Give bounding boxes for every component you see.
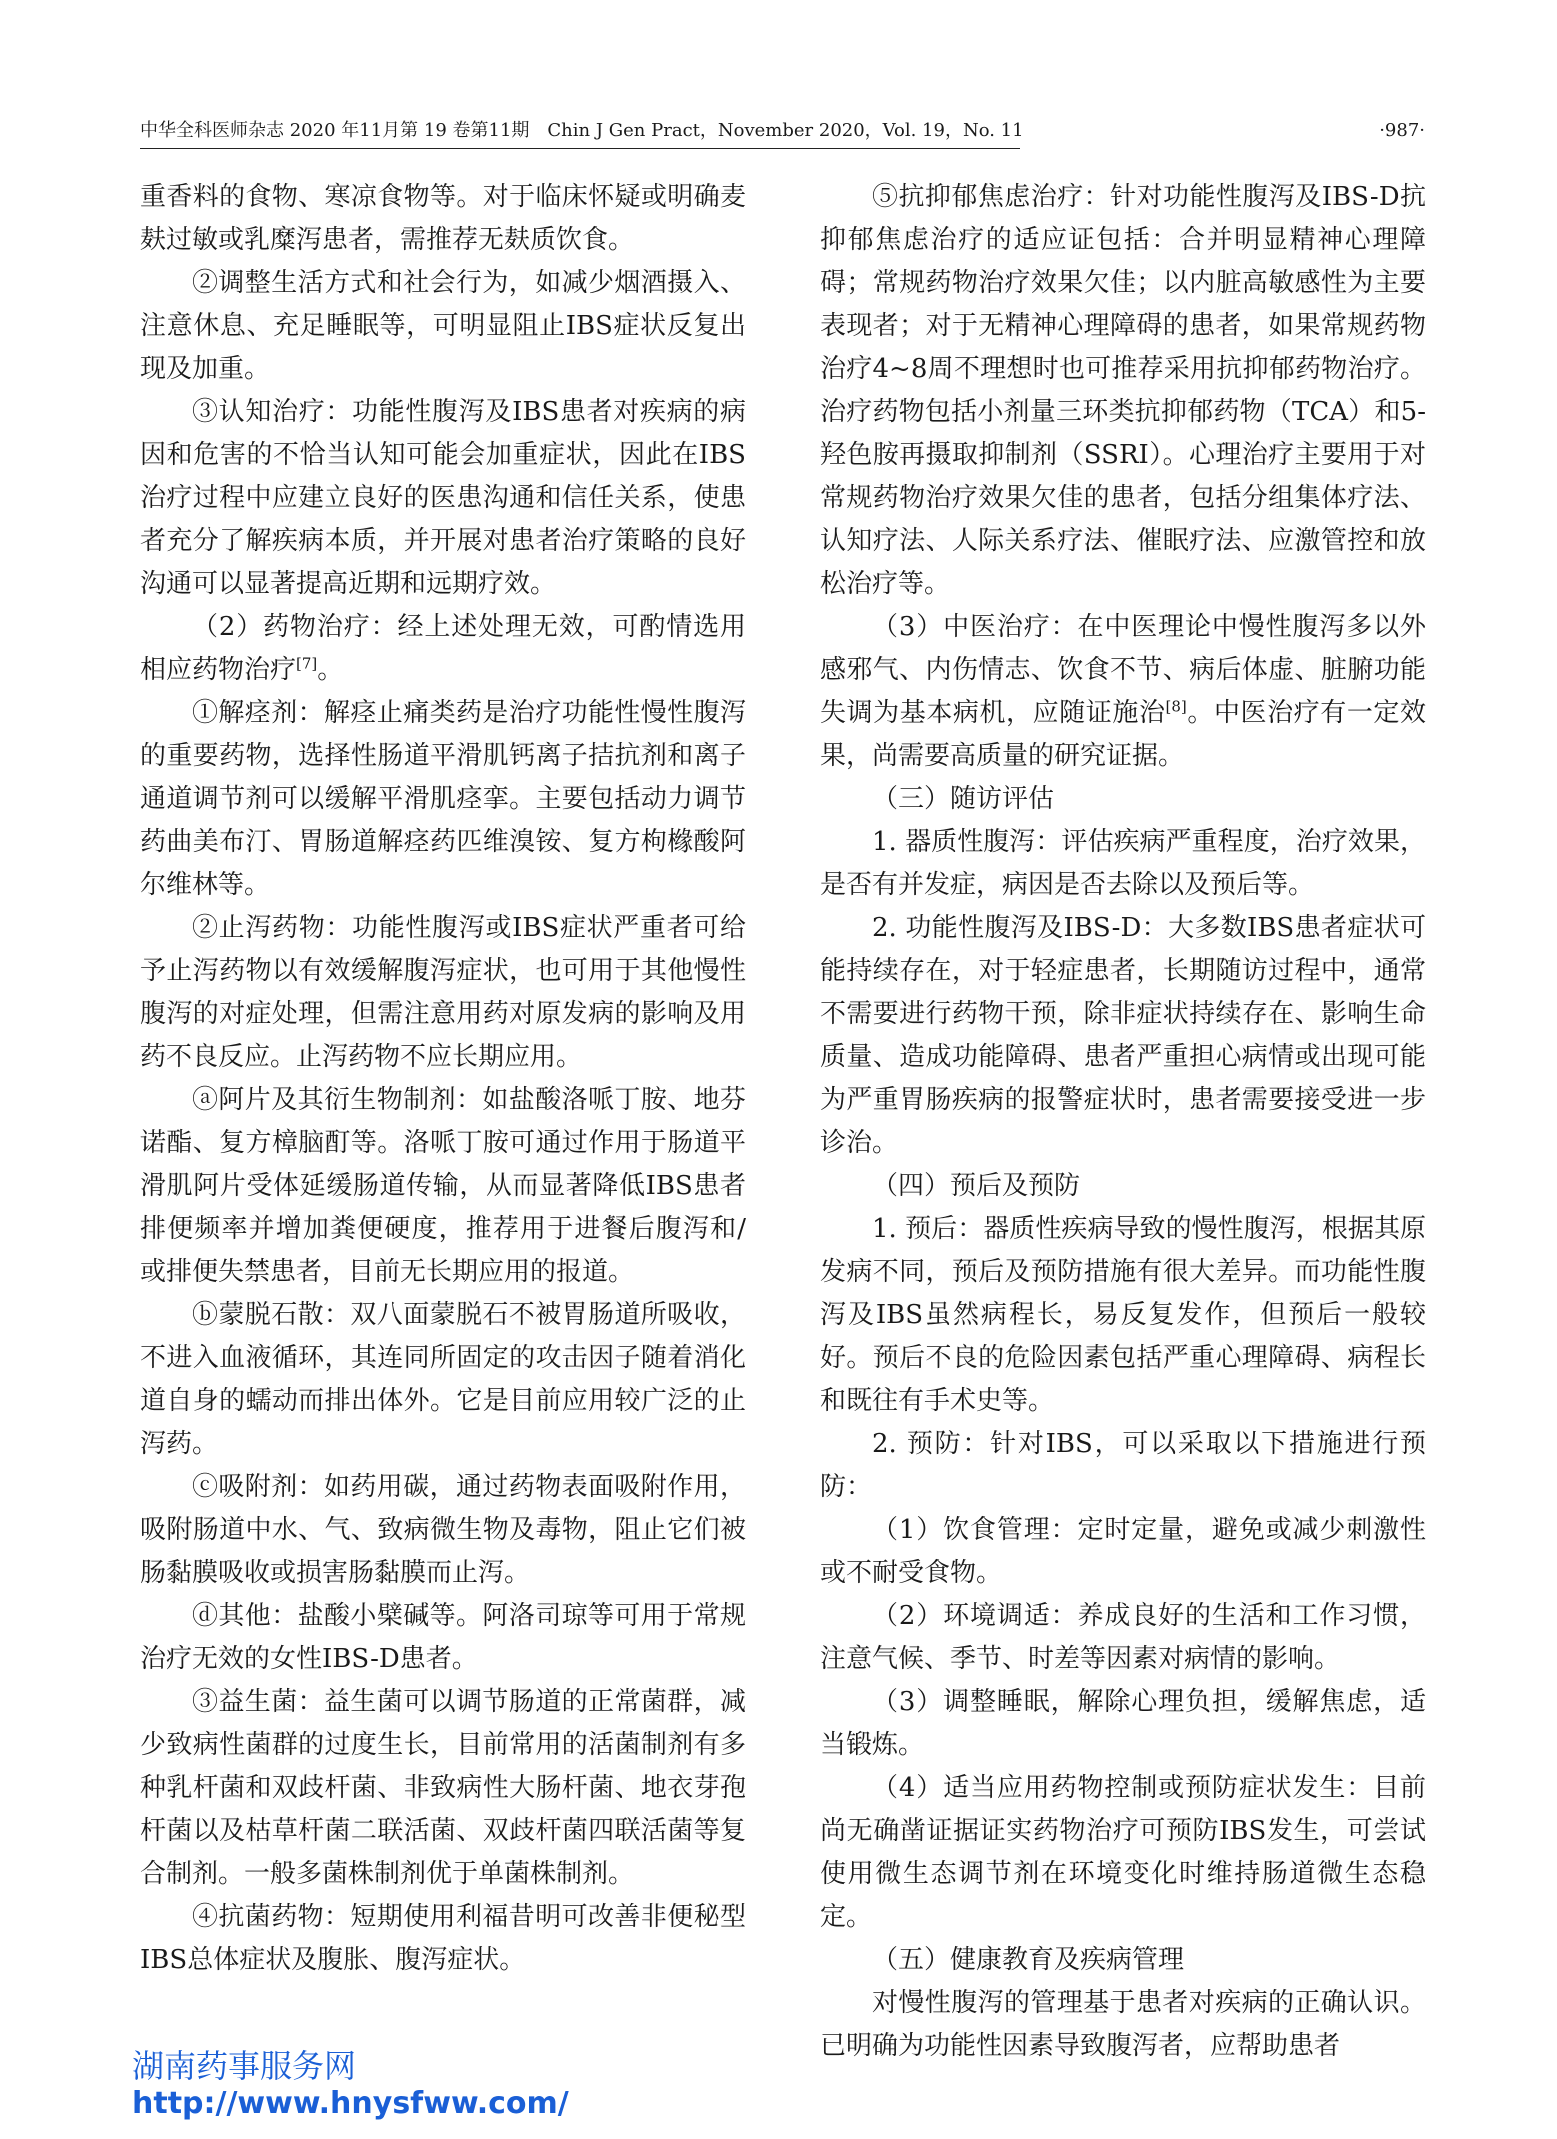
paragraph-text: 1. 器质性腹泻：评估疾病严重程度，治疗效果，是否有并发症，病因是否去除以及预后等。 bbox=[820, 827, 1426, 900]
paragraph bbox=[820, 1208, 1426, 1423]
paragraph bbox=[820, 1165, 1426, 1208]
paragraph bbox=[820, 1423, 1426, 1509]
paragraph-text: ⓒ吸附剂：如药用碳，通过药物表面吸附作用，吸附肠道中水、气、致病微生物及毒物，阻止它们被肠黏膜吸收或损害肠黏膜而止泻。 bbox=[140, 1472, 746, 1588]
paragraph bbox=[140, 1595, 746, 1681]
paragraph-text: ⑤抗抑郁焦虑治疗：针对功能性腹泻及IBS-D抗抑郁焦虑治疗的适应证包括：合并明显精神心理障碍；常规药物治疗效果欠佳；以内脏高敏感性为主要表现者；对于无精神心理障碍的患者，如果常规药物治疗4~8周不理想时也可推荐采用抗抑郁药物治疗。治疗药物包括小剂量三环类抗抑郁药物（TCA）和5-羟色胺再摄取抑制剂（SSRI）。心理治疗主要用于对常规药物治疗效果欠佳的患者，包括分组集体疗法、认知疗法、人际关系疗法、催眠疗法、应激管控和放松治疗等。 bbox=[820, 182, 1426, 599]
paragraph bbox=[140, 391, 746, 606]
paragraph bbox=[140, 262, 746, 391]
paragraph bbox=[820, 606, 1426, 778]
paragraph-text: ⓐ阿片及其衍生物制剂：如盐酸洛哌丁胺、地芬诺酯、复方樟脑酊等。洛哌丁胺可通过作用于肠道平滑肌阿片受体延缓肠道传输，从而显著降低IBS患者排便频率并增加粪便硬度，推荐用于进餐后腹泻和/或排便失禁患者，目前无长期应用的报道。 bbox=[140, 1085, 746, 1287]
paragraph bbox=[820, 1982, 1426, 2068]
paragraph-text: （3）中医治疗：在中医理论中慢性腹泻多以外感邪气、内伤情志、饮食不节、病后体虚、脏腑功能失调为基本病机，应随证施治 bbox=[820, 612, 1426, 728]
citation-ref: [7] bbox=[296, 654, 318, 673]
paragraph-text: ②调整生活方式和社会行为，如减少烟酒摄入、注意休息、充足睡眠等，可明显阻止IBS症状反复出现及加重。 bbox=[140, 268, 746, 384]
paragraph-text: （4）适当应用药物控制或预防症状发生：目前尚无确凿证据证实药物治疗可预防IBS发生，可尝试使用微生态调节剂在环境变化时维持肠道微生态稳定。 bbox=[820, 1773, 1426, 1932]
paragraph-text: ②止泻药物：功能性腹泻或IBS症状严重者可给予止泻药物以有效缓解腹泻症状，也可用于其他慢性腹泻的对症处理，但需注意用药对原发病的影响及用药不良反应。止泻药物不应长期应用。 bbox=[140, 913, 746, 1072]
paragraph bbox=[140, 176, 746, 262]
running-header bbox=[140, 116, 1425, 146]
paragraph bbox=[820, 1681, 1426, 1767]
paragraph bbox=[820, 1767, 1426, 1939]
paragraph bbox=[820, 821, 1426, 907]
page-number: ·987· bbox=[1379, 120, 1425, 141]
paragraph bbox=[140, 1466, 746, 1595]
paragraph-text: ⓑ蒙脱石散：双八面蒙脱石不被胃肠道所吸收，不进入血液循环，其连同所固定的攻击因子随着消化道自身的蠕动而排出体外。它是目前应用较广泛的止泻药。 bbox=[140, 1300, 746, 1459]
paragraph-text: 2. 预防：针对IBS，可以采取以下措施进行预防： bbox=[820, 1429, 1426, 1502]
paragraph-text: （2）药物治疗：经上述处理无效，可酌情选用相应药物治疗 bbox=[140, 612, 746, 685]
paragraph bbox=[820, 176, 1426, 606]
paragraph-text: （1）饮食管理：定时定量，避免或减少刺激性或不耐受食物。 bbox=[820, 1515, 1426, 1588]
right-column bbox=[820, 176, 1426, 2068]
paragraph-text: （四）预后及预防 bbox=[872, 1171, 1081, 1201]
paragraph bbox=[820, 1509, 1426, 1595]
paragraph-text: ⓓ其他：盐酸小檗碱等。阿洛司琼等可用于常规治疗无效的女性IBS-D患者。 bbox=[140, 1601, 746, 1674]
paragraph-text: （三）随访评估 bbox=[872, 784, 1055, 814]
paragraph bbox=[820, 778, 1426, 821]
paragraph bbox=[140, 1294, 746, 1466]
paragraph-text: 重香料的食物、寒凉食物等。对于临床怀疑或明确麦麸过敏或乳糜泻患者，需推荐无麸质饮食。 bbox=[140, 182, 746, 255]
paragraph bbox=[140, 907, 746, 1079]
site-url[interactable]: http://www.hnysfww.com/ bbox=[132, 2086, 569, 2121]
paragraph bbox=[140, 1079, 746, 1294]
paragraph bbox=[140, 1896, 746, 1982]
paragraph bbox=[140, 692, 746, 907]
paragraph-text: ③认知治疗：功能性腹泻及IBS患者对疾病的病因和危害的不恰当认知可能会加重症状，因此在IBS治疗过程中应建立良好的医患沟通和信任关系，使患者充分了解疾病本质，并开展对患者治疗策略的良好沟通可以显著提高近期和远期疗效。 bbox=[140, 397, 746, 599]
paragraph-text: （五）健康教育及疾病管理 bbox=[872, 1945, 1185, 1975]
site-name: 湖南药事服务网 bbox=[132, 2047, 357, 2085]
watermark-footer bbox=[132, 2046, 569, 2122]
journal-citation: 中华全科医师杂志 2020 年11月第 19 卷第11期 Chin J Gen Pract，November 2020，Vol. 19，No. 11 bbox=[140, 120, 1024, 141]
paragraph bbox=[140, 606, 746, 692]
paragraph-text: （3）调整睡眠，解除心理负担，缓解焦虑，适当锻炼。 bbox=[820, 1687, 1426, 1760]
paragraph-text: ③益生菌：益生菌可以调节肠道的正常菌群，减少致病性菌群的过度生长，目前常用的活菌制剂有多种乳杆菌和双歧杆菌、非致病性大肠杆菌、地衣芽孢杆菌以及枯草杆菌二联活菌、双歧杆菌四联活菌等复合制剂。一般多菌株制剂优于单菌株制剂。 bbox=[140, 1687, 746, 1889]
paragraph-text: 2. 功能性腹泻及IBS-D：大多数IBS患者症状可能持续存在，对于轻症患者，长期随访过程中，通常不需要进行药物干预，除非症状持续存在、影响生命质量、造成功能障碍、患者严重担心病情或出现可能为严重胃肠疾病的报警症状时，患者需要接受进一步诊治。 bbox=[820, 913, 1426, 1158]
citation-ref: [8] bbox=[1165, 697, 1187, 716]
paragraph-text: 对慢性腹泻的管理基于患者对疾病的正确认识。已明确为功能性因素导致腹泻者，应帮助患者 bbox=[820, 1988, 1426, 2061]
paragraph bbox=[820, 1595, 1426, 1681]
paragraph-text: ①解痉剂：解痉止痛类药是治疗功能性慢性腹泻的重要药物，选择性肠道平滑肌钙离子拮抗剂和离子通道调节剂可以缓解平滑肌痉挛。主要包括动力调节药曲美布汀、胃肠道解痉药匹维溴铵、复方枸橼酸阿尔维林等。 bbox=[140, 698, 746, 900]
paragraph bbox=[820, 907, 1426, 1165]
paragraph bbox=[820, 1939, 1426, 1982]
paragraph-text-tail: 。中医治疗有一定效果，尚需要高质量的研究证据。 bbox=[820, 698, 1426, 771]
paragraph-text: （2）环境调适：养成良好的生活和工作习惯，注意气候、季节、时差等因素对病情的影响。 bbox=[820, 1601, 1426, 1674]
header-rule bbox=[140, 148, 1020, 149]
left-column bbox=[140, 176, 746, 1982]
paragraph-text: ④抗菌药物：短期使用利福昔明可改善非便秘型IBS总体症状及腹胀、腹泻症状。 bbox=[140, 1902, 746, 1975]
paragraph-text: 1. 预后：器质性疾病导致的慢性腹泻，根据其原发病不同，预后及预防措施有很大差异。而功能性腹泻及IBS虽然病程长，易反复发作，但预后一般较好。预后不良的危险因素包括严重心理障碍、病程长和既往有手术史等。 bbox=[820, 1214, 1426, 1416]
paragraph-text-tail: 。 bbox=[317, 655, 344, 685]
paragraph bbox=[140, 1681, 746, 1896]
